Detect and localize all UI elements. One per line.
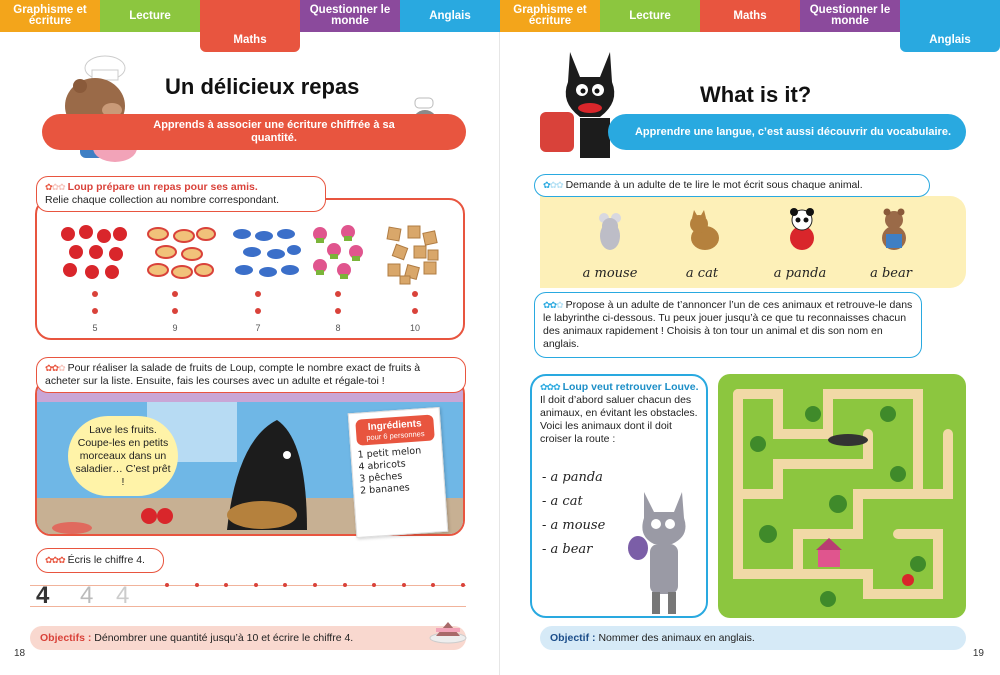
- shopping-list-title: Ingrédients: [367, 418, 422, 433]
- write-dot[interactable]: [165, 583, 169, 587]
- write-dot[interactable]: [195, 583, 199, 587]
- exercise-1-instruction: Relie chaque collection au nombre correspondant.: [45, 194, 280, 206]
- list-item: 1 petit melon: [357, 445, 422, 461]
- exercise-3-text: Il doit d’abord saluer chacun des animaux, en évitant les obstacles. Voici les animaux dont il doit croiser la route :: [540, 394, 698, 445]
- difficulty-flowers: [45, 555, 65, 565]
- cupcake-icon: [310, 224, 366, 286]
- animal-word: a panda: [773, 266, 827, 281]
- flower-icon: ✿: [543, 180, 550, 190]
- speech-bubble: Lave les fruits. Coupe-les en petits morceaux dans un saladier… C’est prêt !: [68, 416, 178, 496]
- objective-banner: Apprends à associer une écriture chiffrée à sa quantité.: [42, 114, 466, 150]
- flower-icon: ✿: [549, 180, 557, 190]
- write-dot[interactable]: [402, 583, 406, 587]
- connect-dot[interactable]: [92, 308, 98, 314]
- route-item: - a mouse: [542, 518, 606, 533]
- connect-dot[interactable]: [412, 291, 418, 297]
- difficulty-flowers: [45, 363, 65, 373]
- tab-maths[interactable]: Maths: [200, 0, 300, 52]
- flower-icon: ✿: [51, 182, 59, 192]
- tab-lecture[interactable]: Lecture: [100, 0, 200, 32]
- flower-icon: ✿: [556, 300, 563, 310]
- flower-icon: ✿: [546, 382, 554, 392]
- objectives-text: Dénombrer une quantité jusqu’à 10 et écrire le chiffre 4.: [94, 632, 354, 644]
- page-title: What is it?: [700, 82, 812, 107]
- difficulty-flowers: [543, 300, 563, 310]
- page-number: 18: [14, 648, 26, 659]
- write-dot[interactable]: [313, 583, 317, 587]
- flower-icon: ✿: [45, 363, 52, 373]
- cat-icon: [683, 208, 723, 252]
- exercise-2-text: Pour réaliser la salade de fruits de Loup, compte le nombre exact de fruits à acheter sur la liste. Ensuite, fais les courses avec un adulte et régale-toi !: [45, 362, 421, 387]
- route-item: - a bear: [542, 542, 593, 557]
- number-label: 7: [255, 323, 261, 333]
- exercise-2-header: [534, 292, 922, 358]
- flower-icon: ✿: [543, 300, 550, 310]
- tab-graphisme[interactable]: Graphisme et écriture: [500, 0, 600, 32]
- animal-word: a mouse: [582, 266, 638, 281]
- write-dot[interactable]: [431, 583, 435, 587]
- number-label: 10: [409, 323, 420, 333]
- maze-illustration[interactable]: [718, 374, 966, 618]
- trace-digit[interactable]: 4: [116, 582, 130, 609]
- exercise-2-text: Propose à un adulte de t’annoncer l’un de ces animaux et retrouve-le dans le labyrinthe ci-dessous. Tu peux jouer jusqu’à ce que tu reconnaisses chacun des animaux rapidement ! Choisis à ton tour un animal et dis son nom en anglais.: [543, 299, 913, 350]
- connect-dot[interactable]: [412, 308, 418, 314]
- number-label: 5: [92, 323, 98, 333]
- apple-icon: [58, 222, 130, 284]
- number-label: 8: [335, 323, 341, 333]
- list-item: 3 pêches: [358, 470, 403, 485]
- objectives-label: Objectifs :: [40, 632, 92, 644]
- tab-maths[interactable]: Maths: [700, 0, 800, 32]
- exercise-3-title: Loup veut retrouver Louve.: [562, 381, 699, 393]
- model-digit: 4: [36, 582, 50, 609]
- writing-dots: [165, 583, 465, 587]
- exercise-1-header: [534, 174, 930, 197]
- exercise-2-header: [36, 357, 466, 393]
- flower-icon: ✿: [549, 300, 557, 310]
- shopping-list-subtitle: pour 6 personnes: [365, 429, 425, 443]
- flower-icon: ✿: [58, 182, 65, 192]
- list-item: 2 bananes: [359, 482, 411, 497]
- animal-word: a bear: [870, 266, 912, 281]
- flower-icon: ✿: [58, 555, 65, 565]
- tab-questionner[interactable]: Questionner le monde: [800, 0, 900, 32]
- exercise-3-content: [540, 381, 702, 446]
- connect-dot[interactable]: [255, 308, 261, 314]
- flower-icon: ✿: [45, 182, 52, 192]
- animal-word: a cat: [685, 266, 719, 281]
- objective-banner: Apprendre une langue, c’est aussi découvrir du vocabulaire.: [608, 114, 966, 150]
- route-item: - a cat: [542, 494, 583, 509]
- objectives-bar: [540, 626, 966, 650]
- exercise-1-text: Demande à un adulte de te lire le mot écrit sous chaque animal.: [565, 179, 863, 191]
- write-dot[interactable]: [461, 583, 465, 587]
- objectives-text: Nommer des animaux en anglais.: [598, 632, 755, 644]
- exercise-1-header: [36, 176, 326, 212]
- difficulty-flowers: [540, 382, 560, 392]
- exercise-1-title: Loup prépare un repas pour ses amis.: [67, 181, 258, 193]
- flower-icon: ✿: [51, 555, 59, 565]
- cake-icon: [428, 614, 468, 644]
- number-label: 9: [172, 323, 178, 333]
- objectives-bar: [30, 626, 466, 650]
- write-dot[interactable]: [224, 583, 228, 587]
- flower-icon: ✿: [540, 382, 547, 392]
- write-dot[interactable]: [343, 583, 347, 587]
- route-item: - a panda: [542, 470, 603, 485]
- flower-icon: ✿: [58, 363, 65, 373]
- page-number: 19: [972, 648, 984, 659]
- write-dot[interactable]: [372, 583, 376, 587]
- exercise-3-text: Écris le chiffre 4.: [67, 554, 145, 566]
- write-dot[interactable]: [254, 583, 258, 587]
- grey-wolf-illustration: [624, 488, 704, 618]
- tab-anglais[interactable]: Anglais: [400, 0, 500, 32]
- shopping-list: [348, 407, 448, 538]
- connect-dot[interactable]: [335, 308, 341, 314]
- objectives-label: Objectif :: [550, 632, 596, 644]
- bear-icon: [874, 206, 914, 252]
- writing-line-bottom: [30, 606, 466, 607]
- maze-paths: [718, 374, 966, 618]
- trace-digit[interactable]: 4: [80, 582, 94, 609]
- pizza-icon: [146, 226, 216, 280]
- write-dot[interactable]: [283, 583, 287, 587]
- connect-dot[interactable]: [335, 291, 341, 297]
- bear-chef-illustration: [50, 48, 150, 168]
- mouse-icon: [592, 208, 628, 252]
- difficulty-flowers: [45, 182, 65, 192]
- connect-dot[interactable]: [172, 308, 178, 314]
- fish-icon: [232, 226, 302, 280]
- connect-dot[interactable]: [172, 291, 178, 297]
- right-page: [500, 0, 1000, 675]
- page-title: Un délicieux repas: [165, 74, 360, 99]
- difficulty-flowers: [543, 180, 563, 190]
- flower-icon: ✿: [45, 555, 52, 565]
- flower-icon: ✿: [553, 382, 560, 392]
- connect-dot[interactable]: [92, 291, 98, 297]
- connect-dot[interactable]: [255, 291, 261, 297]
- panda-icon: [782, 206, 822, 252]
- exercise-3-header: [36, 548, 164, 573]
- flower-icon: ✿: [51, 363, 59, 373]
- list-item: 4 abricots: [358, 458, 406, 473]
- cracker-icon: [384, 224, 440, 286]
- tab-bar-left: [0, 0, 500, 52]
- tab-graphisme[interactable]: Graphisme et écriture: [0, 0, 100, 32]
- tab-anglais[interactable]: Anglais: [900, 0, 1000, 52]
- tab-lecture[interactable]: Lecture: [600, 0, 700, 32]
- tab-questionner[interactable]: Questionner le monde: [300, 0, 400, 32]
- flower-icon: ✿: [556, 180, 563, 190]
